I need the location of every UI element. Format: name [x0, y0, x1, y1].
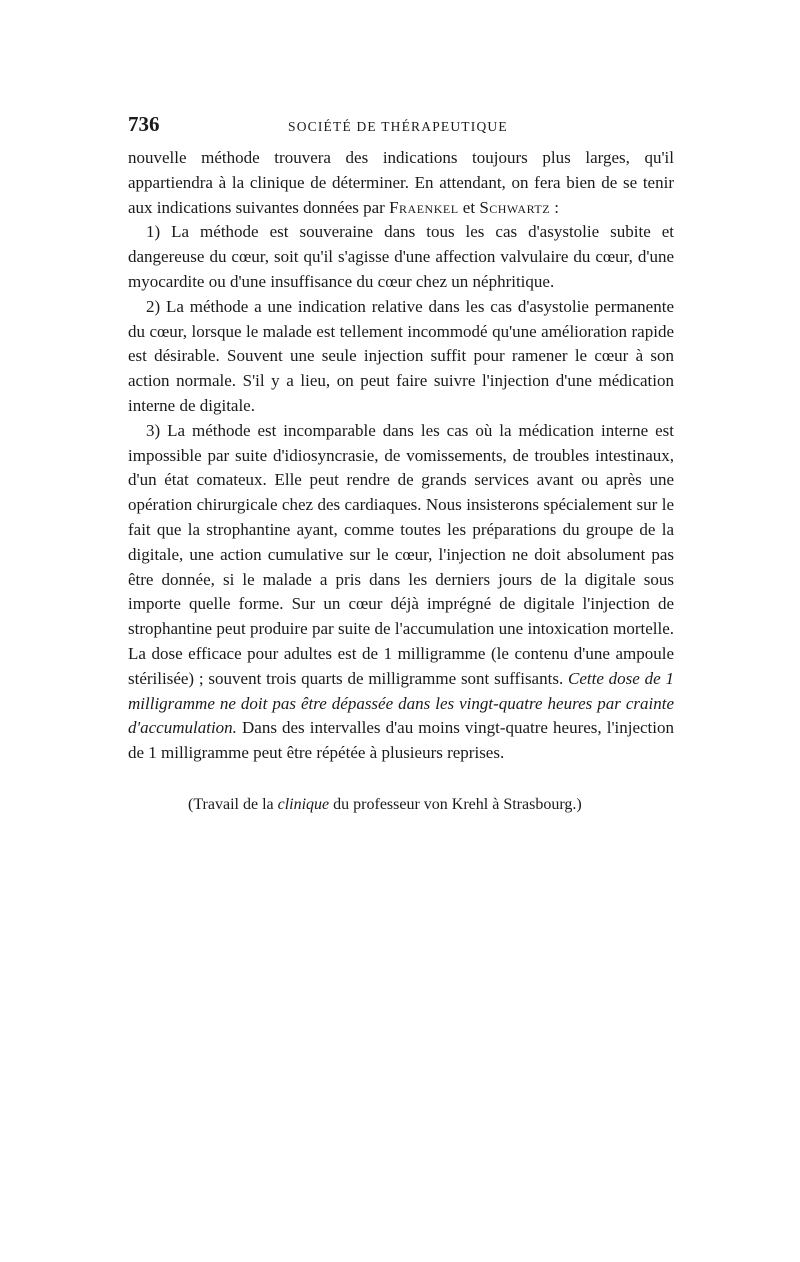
dosage-warning-italic: Cette dose de 1 milligramme ne doit pas être dépassée dans les vingt-quatre heures par crainte d'accumulation.: [128, 668, 674, 738]
indication-3-closing: Dans des intervalles d'au moins vingt-quatre heures, l'injection de 1 milligramme peut être répétée à plusieurs reprises.: [128, 718, 674, 763]
credit-before: (Travail de la: [188, 795, 278, 813]
author-fraenkel: Fraenkel: [389, 197, 459, 217]
body-text: [128, 146, 674, 766]
indication-2-paragraph: 2) La méthode a une indication relative dans les cas d'asystolie permanente du cœur, lorsque le malade est tellement incommodé qu'une amélioration rapide est désirable. Souvent une seule injection suffit pour ramener le cœur à son action normale. S'il y a lieu, on peut faire suivre l'injection d'une médication interne de digitale.: [128, 296, 674, 415]
source-credit: [188, 794, 674, 816]
author-schwartz: Schwartz: [479, 197, 551, 217]
document-page: [128, 112, 674, 816]
indication-3-text: 3) La méthode est incomparable dans les cas où la médication interne est impossible par suite d'idiosyncrasie, de vomissements, de troubles intestinaux, d'un état comateux. Elle peut rendre de grands services avant ou après une opération chirurgicale chez des cardiaques. Nous insisterons spécialement sur le fait que la strophantine ayant, comme toutes les préparations du groupe de la digitale, une action cumulative sur le cœur, l'injection ne doit absolument pas être donnée, si le malade a pris dans les derniers jours de la digitale sous importe quelle forme. Sur un cœur déjà imprégné de digitale l'injection de strophantine peut produire par suite de l'accumulation une intoxication mortelle. La dose efficace pour adultes est de 1 milligramme (le contenu d'une ampoule stérilisée) ; souvent trois quarts de milligramme sont suffisants.: [128, 420, 674, 688]
intro-paragraph: [128, 146, 674, 220]
indication-3-paragraph: [128, 419, 674, 766]
intro-colon: :: [550, 197, 560, 217]
intro-conjunction: et: [458, 197, 480, 217]
intro-text: nouvelle méthode trouvera des indications toujours plus larges, qu'il appartiendra à la clinique de déterminer. En attendant, on fera bien de se tenir aux indications suivantes données par: [128, 148, 674, 217]
credit-after: du professeur von Krehl à Strasbourg.): [329, 795, 582, 813]
indication-1-paragraph: 1) La méthode est souveraine dans tous les cas d'asystolie subite et dangereuse du cœur, soit qu'il s'agisse d'une affection valvulaire du cœur, d'une myocardite ou d'une insuffisance du cœur chez un néphritique.: [128, 222, 674, 291]
running-title: SOCIÉTÉ DE THÉRAPEUTIQUE: [288, 119, 508, 134]
credit-italic: clinique: [277, 795, 330, 813]
running-header: [128, 112, 674, 142]
page-number: 736: [128, 112, 160, 136]
